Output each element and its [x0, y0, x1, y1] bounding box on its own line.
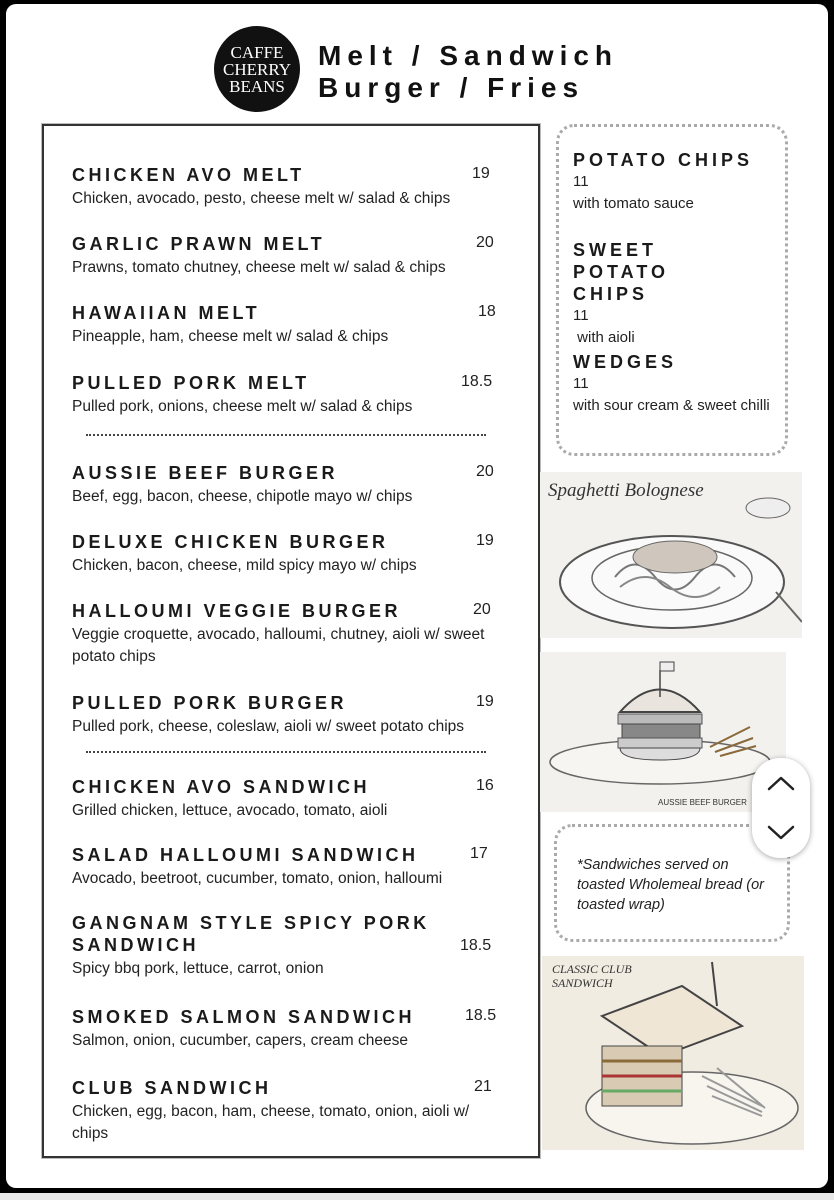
spaghetti-illustration	[540, 472, 802, 638]
section-divider	[86, 434, 486, 436]
item-price: 18	[478, 303, 496, 320]
side-name: SWEET POTATO CHIPS	[573, 240, 669, 304]
scroll-control	[752, 758, 810, 858]
menu-item	[72, 233, 532, 279]
side-item	[573, 149, 773, 215]
side-item	[573, 351, 773, 417]
bottom-edge	[0, 1193, 834, 1200]
spaghetti-plate-icon	[540, 472, 802, 638]
sides-panel	[556, 124, 788, 456]
item-price: 20	[476, 463, 494, 480]
menu-item	[72, 600, 512, 668]
item-description: Veggie croquette, avocado, halloumi, chutney, aioli w/ sweet potato chips	[72, 626, 485, 665]
menu-item	[72, 692, 532, 738]
item-price: 19	[476, 532, 494, 549]
item-price: 18.5	[465, 1007, 497, 1024]
main-menu-panel	[42, 124, 540, 1158]
item-description: Pulled pork, cheese, coleslaw, aioli w/ sweet potato chips	[72, 718, 465, 735]
bread-note: *Sandwiches served on toasted Wholemeal bread (or toasted wrap)	[577, 857, 764, 913]
chevron-up-icon[interactable]	[766, 774, 796, 792]
logo-line-1: CAFFE	[230, 42, 284, 62]
item-price: 17	[470, 845, 488, 862]
side-name: WEDGES	[573, 352, 678, 372]
item-price: 16	[476, 777, 494, 794]
chevron-down-icon[interactable]	[766, 824, 796, 842]
item-name: SMOKED SALMON SANDWICH	[72, 1007, 415, 1027]
side-price: 11	[573, 173, 589, 190]
side-price: 11	[573, 307, 589, 324]
item-name: DELUXE CHICKEN BURGER	[72, 532, 389, 552]
menu-item	[72, 302, 532, 348]
menu-item	[72, 462, 532, 508]
section-divider	[86, 751, 486, 753]
menu-item	[72, 164, 532, 210]
cafe-logo	[214, 26, 300, 112]
item-name: SALAD HALLOUMI SANDWICH	[72, 845, 419, 865]
menu-item	[72, 776, 532, 822]
item-name: HAWAIIAN MELT	[72, 303, 261, 323]
item-price: 19	[476, 693, 494, 710]
item-price: 21	[474, 1078, 492, 1095]
item-description: Chicken, bacon, cheese, mild spicy mayo w/ chips	[72, 557, 417, 574]
item-price: 18.5	[460, 937, 492, 954]
item-name: CLUB SANDWICH	[72, 1078, 272, 1098]
title-line-2: Burger / Fries	[318, 72, 585, 103]
item-name: PULLED PORK MELT	[72, 373, 310, 393]
page-title	[318, 40, 618, 104]
item-name: GARLIC PRAWN MELT	[72, 234, 326, 254]
title-line-1: Melt / Sandwich	[318, 40, 619, 71]
side-item	[573, 239, 773, 349]
menu-page	[6, 4, 828, 1188]
item-description: Beef, egg, bacon, cheese, chipotle mayo w/ chips	[72, 488, 413, 505]
item-description: Salmon, onion, cucumber, capers, cream cheese	[72, 1032, 409, 1049]
item-name: CHICKEN AVO MELT	[72, 165, 305, 185]
item-name: CHICKEN AVO SANDWICH	[72, 777, 370, 797]
side-price: 11	[573, 375, 589, 392]
item-description: Chicken, avocado, pesto, cheese melt w/ salad & chips	[72, 190, 451, 207]
side-name: POTATO CHIPS	[573, 150, 754, 170]
item-name: GANGNAM STYLE SPICY PORK SANDWICH	[72, 913, 430, 955]
club-sandwich-illustration	[542, 956, 804, 1150]
menu-item	[72, 1006, 532, 1052]
item-name: AUSSIE BEEF BURGER	[72, 463, 339, 483]
item-price: 20	[476, 234, 494, 251]
item-description: Chicken, egg, bacon, ham, cheese, tomato, onion, aioli w/ chips	[72, 1103, 470, 1142]
item-description: Avocado, beetroot, cucumber, tomato, onion, halloumi	[72, 870, 443, 887]
logo-line-3: BEANS	[229, 76, 285, 96]
club-sandwich-icon	[542, 956, 804, 1150]
burger-caption: AUSSIE BEEF BURGER	[658, 798, 747, 807]
side-description: with tomato sauce	[573, 195, 694, 212]
item-name: PULLED PORK BURGER	[72, 693, 348, 713]
item-name: HALLOUMI VEGGIE BURGER	[72, 601, 402, 621]
item-price: 18.5	[461, 373, 493, 390]
menu-item	[72, 372, 532, 418]
club-caption: CLASSIC CLUB SANDWICH	[552, 962, 632, 990]
side-description: with aioli	[573, 329, 635, 346]
menu-item	[72, 844, 532, 890]
item-description: Spicy bbq pork, lettuce, carrot, onion	[72, 960, 324, 977]
item-description: Pulled pork, onions, cheese melt w/ salad & chips	[72, 398, 413, 415]
item-price: 19	[472, 165, 490, 182]
spaghetti-caption: Spaghetti Bolognese	[548, 480, 704, 501]
menu-item	[72, 1077, 492, 1145]
burger-illustration	[540, 652, 786, 812]
item-price: 20	[473, 601, 491, 618]
menu-item	[72, 531, 532, 577]
burger-icon	[540, 652, 786, 812]
item-description: Pineapple, ham, cheese melt w/ salad & chips	[72, 328, 389, 345]
menu-item	[72, 912, 492, 980]
side-description: with sour cream & sweet chilli	[573, 397, 770, 414]
item-description: Grilled chicken, lettuce, avocado, tomato, aioli	[72, 802, 388, 819]
logo-line-2: CHERRY	[222, 59, 292, 79]
item-description: Prawns, tomato chutney, cheese melt w/ salad & chips	[72, 259, 446, 276]
